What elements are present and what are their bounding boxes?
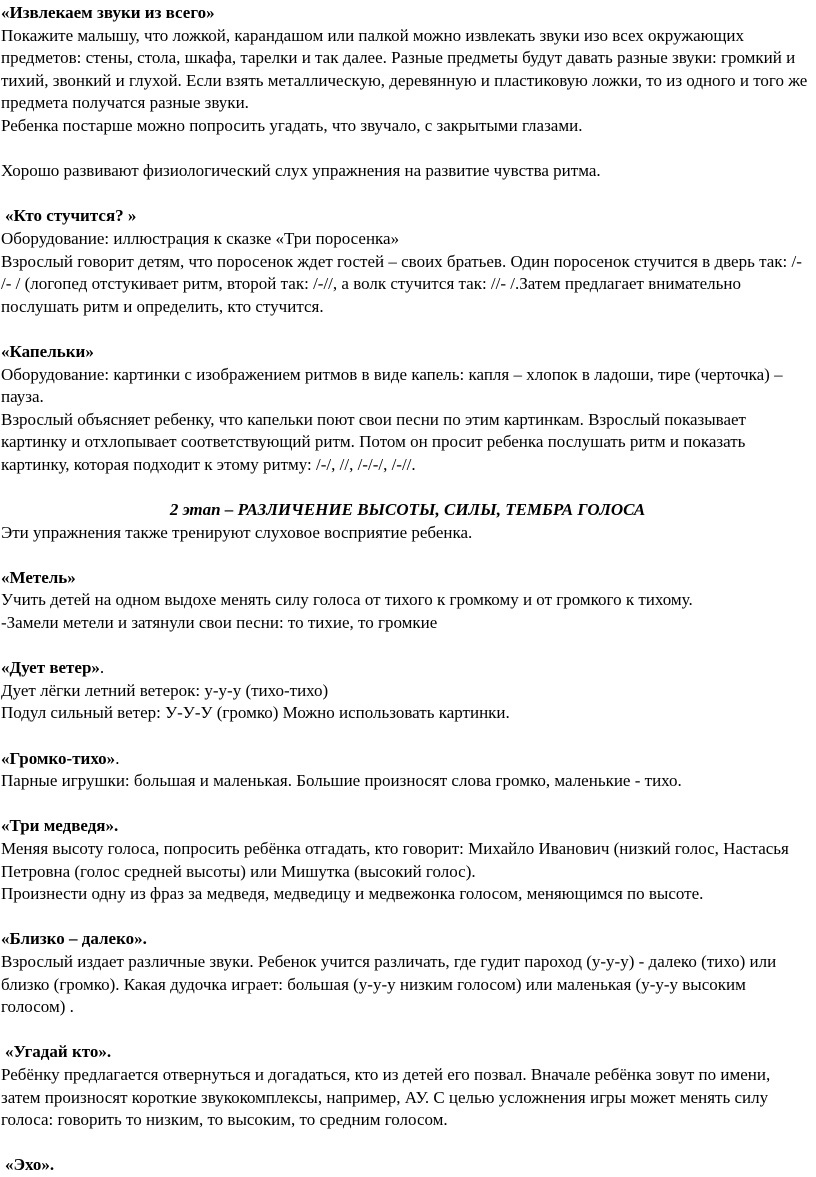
paragraph: Меняя высоту голоса, попросить ребёнка отгадать, кто говорит: Михайло Иванович (низкий голос, Настасья Петровна (голос средней высоты) или Мишутка (высокий голос). — [1, 838, 789, 881]
spacer — [1, 635, 814, 658]
section-heading-gromko-tiho — [1, 748, 814, 771]
spacer — [1, 1019, 814, 1042]
spacer — [1, 318, 814, 341]
paragraph: Оборудование: иллюстрация к сказке «Три поросенка» — [1, 228, 400, 248]
paragraph: Покажите малышу, что ложкой, карандашом или палкой можно извлекать звуки изо всех окружающих предметов: стены, стола, шкафа, тарелки и так далее. Разные предметы будут давать разные звуки: громкий и тихий, звонкий и глухой. Если взять металлическую, деревянную и пластиковую ложки, то из одного и того же предмета получатся разные звуки. — [1, 25, 808, 113]
paragraph: Взрослый говорит детям, что поросенок ждет гостей – своих братьев. Один поросенок стучится в дверь так: /- /- / (логопед отстукивает ритм, второй так: /-//, а волк стучится так: //- /.Затем предлагает внимательно послушать ритм и определить, кто стучится. — [1, 251, 802, 316]
paragraph: Эти упражнения также тренируют слуховое восприятие ребенка. — [1, 522, 473, 542]
section-title-kapelki: «Капельки» — [1, 341, 94, 361]
paragraph: Подул сильный ветер: У-У-У (громко) Можно использовать картинки. — [1, 703, 510, 723]
section-title-tri-medvedya: «Три медведя». — [1, 816, 119, 836]
spacer — [1, 793, 814, 816]
section-title-metel: «Метель» — [1, 567, 76, 587]
paragraph: Хорошо развивают физиологический слух упражнения на развитие чувства ритма. — [1, 161, 601, 181]
paragraph: Учить детей на одном выдохе менять силу голоса от тихого к громкому и от громкого к тихому. — [1, 590, 693, 610]
document-body — [1, 2, 814, 1177]
section-title-ugaday-kto: «Угадай кто». — [5, 1042, 112, 1062]
spacer — [1, 183, 814, 206]
paragraph: Ребёнку предлагается отвернуться и догадаться, кто из детей его позвал. Вначале ребёнка зовут по имени, затем произносят короткие звукокомплексы, например, АУ. С целью усложнения игры может менять силу голоса: говорить то низким, то высоким, то средним голосом. — [1, 1064, 771, 1130]
title-suffix: . — [99, 658, 105, 678]
stage-heading: 2 этап – РАЗЛИЧЕНИЕ ВЫСОТЫ, СИЛЫ, ТЕМБРА ГОЛОСА — [169, 500, 646, 520]
paragraph: Произнести одну из фраз за медведя, медведицу и медвежонка голосом, меняющимся по высоте. — [1, 884, 704, 904]
section-title-gromko-tiho: «Громко-тихо» — [1, 748, 116, 768]
spacer — [1, 906, 814, 929]
paragraph: -Замели метели и затянули свои песни: то тихие, то громкие — [1, 613, 438, 633]
section-title-izvlekaem: «Извлекаем звуки из всего» — [1, 3, 215, 22]
section-title-eho: «Эхо». — [5, 1155, 55, 1175]
spacer — [1, 476, 814, 499]
paragraph: Взрослый объясняет ребенку, что капельки поют свои песни по этим картинкам. Взрослый показывает картинку и отхлопывает соответствующий ритм. Потом он просит ребенка послушать ритм и показать картинку, которая подходит к этому ритму: /-/, //, /-/-/, /-//. — [1, 409, 746, 474]
paragraph: Оборудование: картинки с изображением ритмов в виде капель: капля – хлопок в ладоши, тире (черточка) – пауза. — [1, 364, 783, 407]
section-heading-duet-veter — [1, 657, 814, 680]
spacer — [1, 544, 814, 567]
section-title-kto-stuchitsya: «Кто стучится? » — [5, 206, 137, 226]
paragraph: Дует лёгки летний ветерок: у-у-у (тихо-тихо) — [1, 680, 329, 700]
section-title-duet-veter: «Дует ветер» — [1, 658, 100, 678]
title-suffix: . — [115, 748, 120, 768]
spacer — [1, 725, 814, 748]
spacer — [1, 138, 814, 161]
paragraph: Парные игрушки: большая и маленькая. Большие произносят слова громко, маленькие - тихо. — [1, 771, 682, 791]
spacer — [1, 1132, 814, 1155]
paragraph: Взрослый издает различные звуки. Ребенок учится различать, где гудит пароход (у-у-у) - далеко (тихо) или близко (громко). Какая дудочка играет: большая (у-у-у низким голосом) или маленькая (у-у-у высоким голосом) . — [1, 951, 777, 1017]
section-title-blizko-daleko: «Близко – далеко». — [1, 929, 147, 949]
paragraph: Ребенка постарше можно попросить угадать, что звучало, с закрытыми глазами. — [1, 115, 583, 135]
